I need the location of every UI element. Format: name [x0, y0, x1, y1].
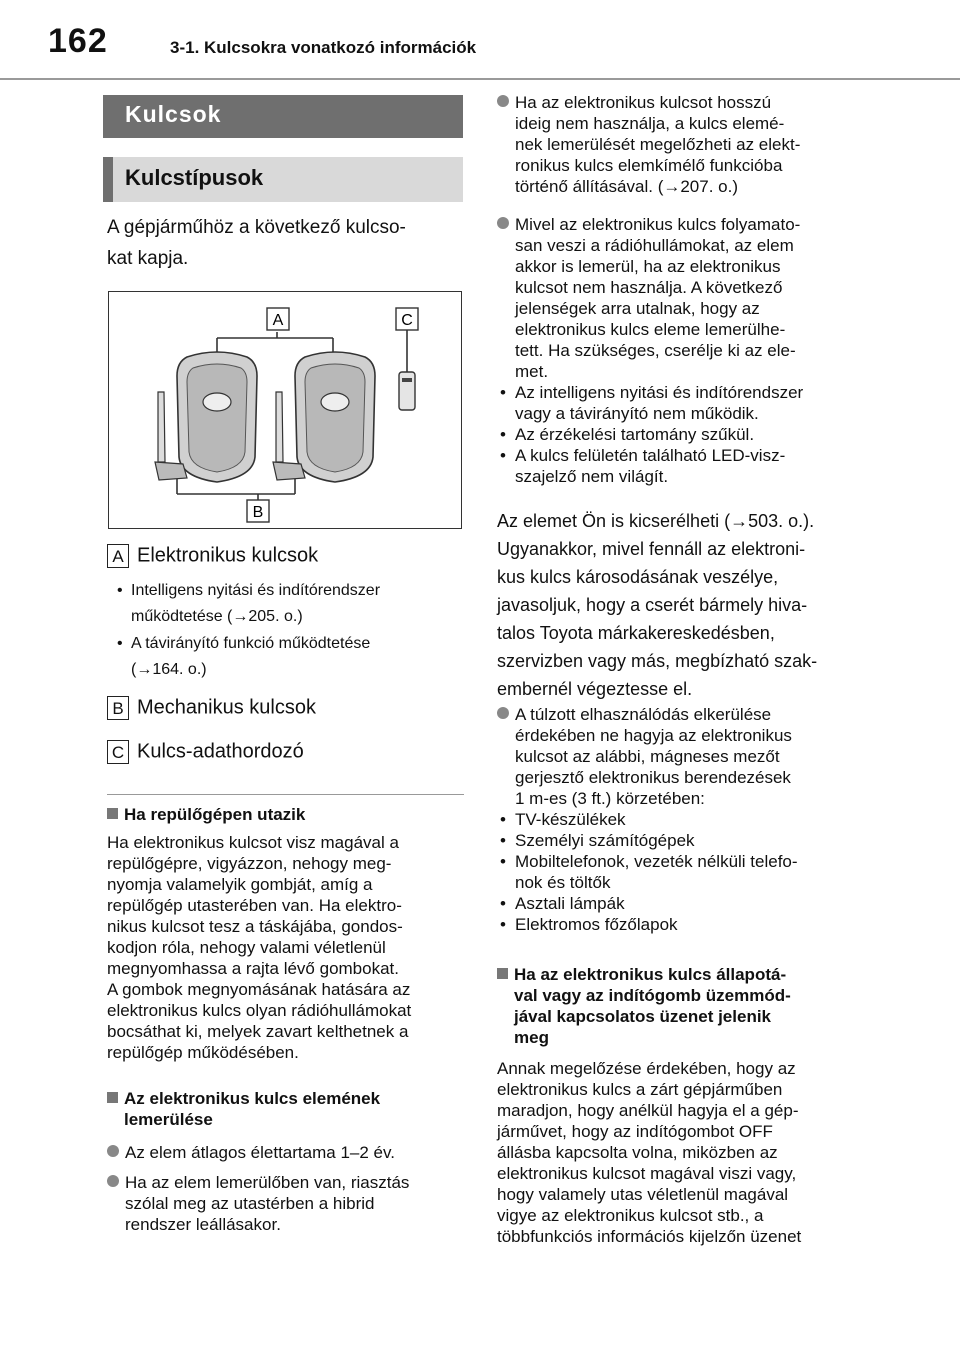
section-title: Kulcsok [125, 101, 222, 127]
section-title-bar [103, 95, 463, 138]
electronic-key-1 [177, 352, 257, 482]
right-para-1: Ha az elektronikus kulcsot hosszú ideig nem használja, a kulcs elemé- nek lemerülését megelőzheti az elekt- ronikus kulcs elemkímélő funkcióba történő állításával. (→207. o.) [497, 92, 867, 197]
left-divider [107, 794, 464, 795]
right-para-4: A túlzott elhasználódás elkerülése érdekében ne hagyja az elektronikus kulcsot az alábbi, mágneses mezőt gerjesztő elektronikus berendezések 1 m-es (3 ft.) körzetében: • TV-készülékek • Személyi számítógépek • Mobiltelefonok, vezeték nélküli telefo- nok és töltők • Asztali lámpák • Elektromos főzőlapok [497, 704, 867, 935]
item-a [107, 544, 318, 568]
intro-text: A gépjárműhöz a következő kulcso- kat kapja. [107, 217, 406, 269]
item-c-text: Kulcs-adathordozó [137, 740, 304, 763]
circle-bullet-icon [497, 707, 509, 719]
item-b [107, 696, 316, 720]
circle-bullet-icon [107, 1175, 119, 1187]
figure-label-a: A [272, 312, 284, 329]
circle-bullet-icon [497, 95, 509, 107]
item-a-bullet-1: • Intelligens nyitási és indítórendszer működtetése (→205. o.) [117, 582, 381, 625]
battery-item-1: Az elem átlagos élettartama 1–2 év. [107, 1142, 395, 1163]
chapter-title: 3-1. Kulcsokra vonatkozó információk [170, 38, 477, 57]
item-a-text: Elektronikus kulcsok [137, 544, 319, 567]
item-b-text: Mechanikus kulcsok [137, 696, 316, 719]
item-a-letter: A [107, 544, 129, 568]
right-para-3: Az elemet Ön is kicserélheti (→503. o.). Ugyanakkor, mivel fennáll az elektroni- kus kulcs károsodásának veszélye, javasoljuk, hogy a cserét bármely hiva- talos Toyota márkakereskedésben, szervizben vagy más, megbízható szak- embernél végeztesse el. [497, 511, 818, 699]
item-c [107, 740, 304, 764]
airplane-heading: Ha repülőgépen utazik [107, 804, 305, 825]
square-bullet-icon [497, 968, 508, 979]
square-bullet-icon [107, 808, 118, 819]
key-types-figure [108, 291, 462, 529]
airplane-text: Ha elektronikus kulcsot visz magával a repülőgépre, vigyázzon, nehogy meg- nyomja valamelyik gombját, amíg a repülőgép utasterében van. Ha elektro- nikus kulcsot tesz a táskájába, gondos- kodjon róla, nehogy valami véletlenül megnyomhassa a rajta lévő gombokat. A gombok megnyomásának hatására az elektronikus kulcs olyan rádióhullámokat bocsáthat ki, melyek zavart kelthetnek a repülőgép működésében. [107, 833, 412, 1062]
item-c-letter: C [107, 740, 129, 764]
electronic-key-2 [295, 352, 375, 482]
key-data-card [399, 372, 415, 410]
subsection-title: Kulcstípusok [125, 165, 264, 190]
subsection-title-bar [103, 157, 463, 202]
item-a-bullet-2: • A távirányító funkció működtetése (→164. o.) [117, 635, 371, 678]
key-illustration [109, 292, 460, 527]
figure-label-c: C [401, 312, 413, 329]
message-heading: Ha az elektronikus kulcs állapotá- val vagy az indítógomb üzemmód- jával kapcsolatos üzenet jelenik meg [497, 964, 867, 1048]
page-number: 162 [48, 22, 108, 60]
message-text: Annak megelőzése érdekében, hogy az elektronikus kulcs a zárt gépjárműben maradjon, hogy anélkül hagyja el a gép- járművet, hogy az indítógombot OFF állásba kapcsolta volna, miközben az elektronikus kulcsot magával viszi vagy, hogy valamely utas véletlenül magával vigye az elektronikus kulcsot stb., a többfunkciós információs kijelzőn üzenet [497, 1059, 802, 1246]
circle-bullet-icon [497, 217, 509, 229]
battery-heading: Az elektronikus kulcs elemének lemerülése [107, 1088, 467, 1130]
item-b-letter: B [107, 696, 129, 720]
right-para-2: Mivel az elektronikus kulcs folyamato- san veszi a rádióhullámokat, az elem akkor is lemerül, ha az elektronikus kulcsot nem használja. A következő jelenségek arra utalnak, hogy az elektronikus kulcs eleme lemerülhe- tett. Ha szükséges, cserélje ki az ele- met. • Az intelligens nyitási és indítórendszer vagy a távirányító nem működik. • Az érzékelési tartomány szűkül. • A kulcs felületén található LED-visz- szajelző nem világít. [497, 214, 867, 487]
square-bullet-icon [107, 1092, 118, 1103]
battery-item-2: Ha az elem lemerülőben van, riasztás szólal meg az utastérben a hibrid rendszer leállásakor. [107, 1172, 472, 1235]
header-divider [0, 78, 960, 80]
circle-bullet-icon [107, 1145, 119, 1157]
figure-label-b: B [252, 504, 264, 521]
